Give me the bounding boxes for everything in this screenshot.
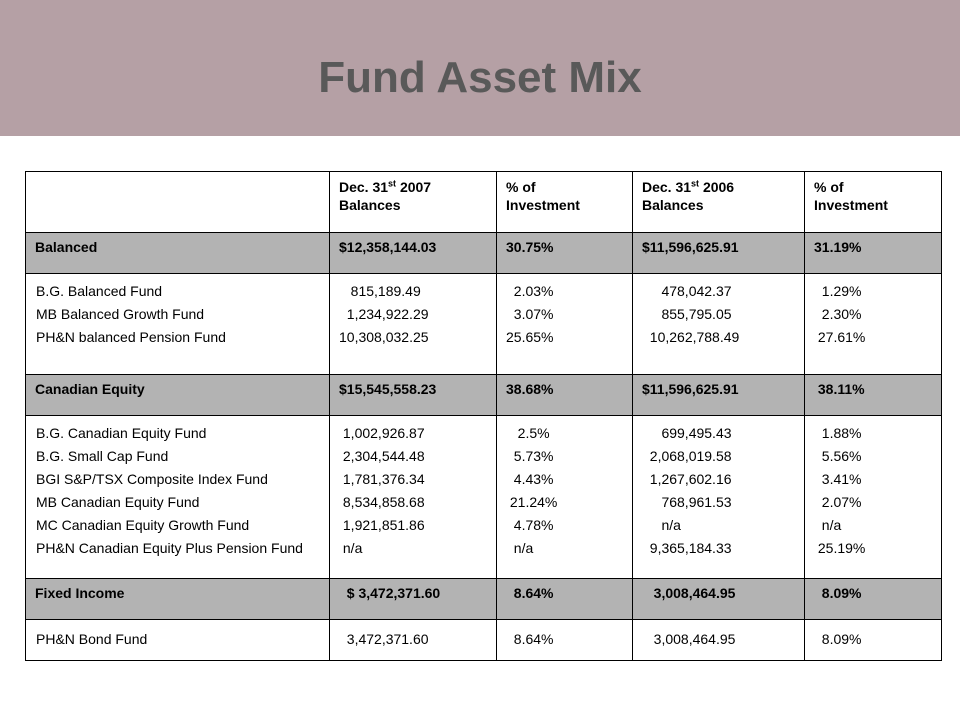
fund-asset-mix-table	[25, 171, 942, 661]
balance-2007: 2,304,544.48	[339, 448, 425, 464]
pct-2007: 21.24%	[506, 494, 558, 510]
pct-2006: 8.09%	[814, 631, 862, 647]
balance-2007: 8,534,858.68	[339, 494, 425, 510]
pct-2007: 5.73%	[506, 448, 554, 464]
pct-2007: 25.65%	[506, 329, 554, 345]
balance-2007: 3,472,371.60	[339, 631, 429, 647]
pct-2007: 4.78%	[506, 517, 554, 533]
pct-2006: 3.41%	[814, 471, 862, 487]
pct-2006: n/a	[814, 517, 842, 533]
header-pct-investment-2007: % of Investment	[497, 172, 633, 233]
balance-2007: 815,189.49	[339, 283, 421, 299]
pct-2007: 3.07%	[506, 306, 554, 322]
pct-2007: 4.43%	[506, 471, 554, 487]
balance-2007: 1,781,376.34	[339, 471, 425, 487]
balance-2007: n/a	[339, 540, 363, 556]
pct-2006: 1.88%	[814, 425, 862, 441]
header-dec-2006-balances: Dec. 31st 2006 Balances	[633, 172, 805, 233]
summary-value: 31.19%	[814, 239, 862, 255]
summary-value: 38.68%	[506, 381, 554, 397]
fund-name: PH&N Bond Fund	[36, 631, 148, 647]
category-label: Fixed Income	[35, 585, 125, 601]
detail-row-canadian-equity	[26, 416, 942, 579]
summary-value: $12,358,144.03	[339, 239, 437, 255]
balance-2006: 2,068,019.58	[642, 448, 732, 464]
category-label: Balanced	[35, 239, 98, 255]
pct-2007: 8.64%	[506, 631, 554, 647]
summary-value: 30.75%	[506, 239, 554, 255]
balance-2006: 478,042.37	[642, 283, 732, 299]
summary-value: $11,596,625.91	[642, 381, 739, 397]
fund-name: PH&N balanced Pension Fund	[36, 329, 226, 345]
fund-name: B.G. Balanced Fund	[36, 283, 163, 299]
fund-name: B.G. Small Cap Fund	[36, 448, 169, 464]
pct-2006: 2.30%	[814, 306, 862, 322]
fund-name: BGI S&P/TSX Composite Index Fund	[36, 471, 268, 487]
detail-row-balanced	[26, 274, 942, 375]
header-row	[26, 172, 942, 233]
balance-2006: 10,262,788.49	[642, 329, 740, 345]
pct-2007: 2.03%	[506, 283, 554, 299]
header-blank-cell	[26, 172, 330, 233]
summary-value: $15,545,558.23	[339, 381, 437, 397]
pct-2006: 1.29%	[814, 283, 862, 299]
balance-2007: 1,234,922.29	[339, 306, 429, 322]
pct-2006: 5.56%	[814, 448, 862, 464]
fund-name: PH&N Canadian Equity Plus Pension Fund	[36, 540, 303, 556]
balance-2007: 1,921,851.86	[339, 517, 425, 533]
pct-2006: 27.61%	[814, 329, 866, 345]
header-pct-investment-2006: % of Investment	[805, 172, 942, 233]
summary-value: 38.11%	[814, 381, 865, 397]
balance-2007: 10,308,032.25	[339, 329, 429, 345]
balance-2006: n/a	[642, 517, 681, 533]
summary-value: 8.09%	[814, 585, 862, 601]
category-label: Canadian Equity	[35, 381, 145, 397]
balance-2006: 3,008,464.95	[642, 631, 736, 647]
header-dec-2007-balances: Dec. 31st 2007 Balances	[330, 172, 497, 233]
balance-2007: 1,002,926.87	[339, 425, 425, 441]
summary-value: 3,008,464.95	[642, 585, 736, 601]
pct-2006: 25.19%	[814, 540, 866, 556]
slide-title: Fund Asset Mix	[318, 53, 642, 102]
balance-2006: 9,365,184.33	[642, 540, 732, 556]
fund-name: MC Canadian Equity Growth Fund	[36, 517, 250, 533]
balance-2006: 855,795.05	[642, 306, 732, 322]
summary-row-fixed-income	[26, 579, 942, 620]
balance-2006: 699,495.43	[642, 425, 732, 441]
pct-2007: 2.5%	[506, 425, 550, 441]
balance-2006: 1,267,602.16	[642, 471, 732, 487]
balance-2006: 768,961.53	[642, 494, 732, 510]
fund-name: MB Canadian Equity Fund	[36, 494, 200, 510]
summary-value: $ 3,472,371.60	[339, 585, 441, 601]
summary-value: 8.64%	[506, 585, 554, 601]
detail-row-fixed-income	[26, 620, 942, 661]
summary-row-balanced	[26, 233, 942, 274]
fund-name: B.G. Canadian Equity Fund	[36, 425, 207, 441]
pct-2007: n/a	[506, 540, 534, 556]
pct-2006: 2.07%	[814, 494, 862, 510]
summary-value: $11,596,625.91	[642, 239, 739, 255]
summary-row-canadian-equity	[26, 375, 942, 416]
fund-name: MB Balanced Growth Fund	[36, 306, 205, 322]
